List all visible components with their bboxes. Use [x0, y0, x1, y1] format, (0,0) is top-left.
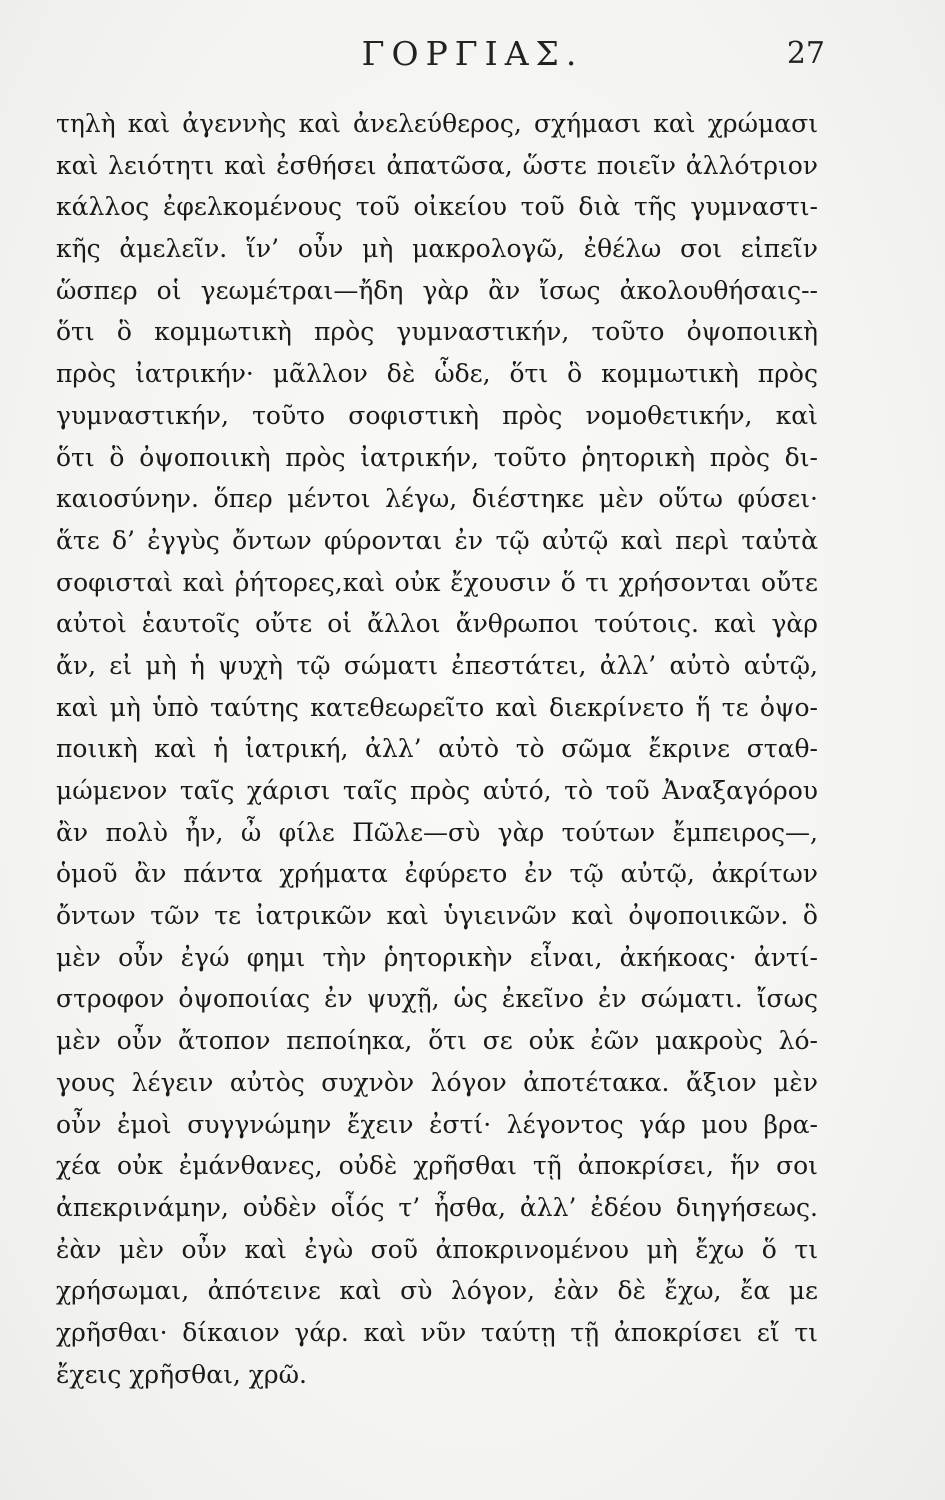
text-line: μὲν οὖν ἐγώ φημι τὴν ῥητορικὴν εἶναι, ἀκήκοας· ἀντί-	[56, 942, 818, 972]
text-line: στροφον ὀψοποιίας ἐν ψυχῇ, ὡς ἐκεῖνο ἐν σώματι. ἴσως	[56, 984, 818, 1014]
text-line: πρὸς ἰατρικήν· μᾶλλον δὲ ὧδε, ὅτι ὃ κομμωτικὴ πρὸς	[56, 359, 818, 389]
text-line: χρῆσθαι· δίκαιον γάρ. καὶ νῦν ταύτῃ τῇ ἀποκρίσει εἴ τι	[56, 1317, 818, 1347]
text-line: ἄν, εἰ μὴ ἡ ψυχὴ τῷ σώματι ἐπεστάτει, ἀλλ’ αὐτὸ αὑτῷ,	[56, 650, 818, 680]
text-line: ὅτι ὃ κομμωτικὴ πρὸς γυμναστικήν, τοῦτο ὀψοποιικὴ	[56, 317, 818, 347]
text-line: σοφισταὶ καὶ ῥήτορες,καὶ οὐκ ἔχουσιν ὅ τι χρήσονται οὔτε	[56, 567, 818, 597]
text-line: ὅτι ὃ ὀψοποιικὴ πρὸς ἰατρικήν, τοῦτο ῥητορικὴ πρὸς δι-	[56, 442, 818, 472]
text-line: μώμενον ταῖς χάρισι ταῖς πρὸς αὑτό, τὸ τοῦ Ἀναξαγόρου	[56, 776, 818, 805]
text-line: μὲν οὖν ἄτοπον πεποίηκα, ὅτι σε οὐκ ἐῶν μακροὺς λό-	[56, 1026, 818, 1056]
text-line: ποιικὴ καὶ ἡ ἰατρική, ἀλλ’ αὐτὸ τὸ σῶμα ἔκρινε σταθ-	[56, 734, 818, 764]
text-line: ἔχεις χρῆσθαι, χρῶ.	[56, 1359, 307, 1389]
text-line: γους λέγειν αὐτὸς συχνὸν λόγον ἀποτέτακα. ἄξιον μὲν	[56, 1067, 818, 1097]
text-line: ὥσπερ οἱ γεωμέτραι—ἤδη γὰρ ἂν ἴσως ἀκολουθήσαις--	[56, 275, 818, 305]
text-line: καιοσύνην. ὅπερ μέντοι λέγω, διέστηκε μὲν οὕτω φύσει·	[56, 484, 818, 514]
text-line: οὖν ἐμοὶ συγγνώμην ἔχειν ἐστί· λέγοντος γάρ μου βρα-	[56, 1109, 818, 1139]
body-text	[56, 103, 818, 1395]
text-line: ἂν πολὺ ἦν, ὦ φίλε Πῶλε—σὺ γὰρ τούτων ἔμπειρος—,	[56, 817, 818, 847]
running-title: ΓΟΡΓΙΑΣ.	[361, 34, 584, 73]
text-line: χέα οὐκ ἐμάνθανες, οὐδὲ χρῆσθαι τῇ ἀποκρίσει, ἥν σοι	[56, 1151, 818, 1181]
text-line: τηλὴ καὶ ἀγεννὴς καὶ ἀνελεύθερος, σχήμασι καὶ χρώμασι	[56, 109, 818, 138]
text-line: ἀπεκρινάμην, οὐδὲν οἷός τ’ ἦσθα, ἀλλ’ ἐδέου διηγήσεως.	[56, 1192, 818, 1222]
text-line: κῆς ἀμελεῖν. ἵν’ οὖν μὴ μακρολογῶ, ἐθέλω σοι εἰπεῖν	[56, 234, 818, 264]
page-number: 27	[786, 36, 825, 71]
text-line: ἐὰν μὲν οὖν καὶ ἐγὼ σοῦ ἀποκρινομένου μὴ ἔχω ὅ τι	[56, 1234, 818, 1264]
text-line: γυμναστικήν, τοῦτο σοφιστικὴ πρὸς νομοθετικήν, καὶ	[56, 400, 818, 430]
text-line: αὐτοὶ ἑαυτοῖς οὔτε οἱ ἄλλοι ἄνθρωποι τούτοις. καὶ γὰρ	[56, 609, 818, 639]
text-line: καὶ μὴ ὑπὸ ταύτης κατεθεωρεῖτο καὶ διεκρίνετο ἥ τε ὀψο-	[56, 692, 818, 722]
text-line: ὁμοῦ ἂν πάντα χρήματα ἐφύρετο ἐν τῷ αὐτῷ, ἀκρίτων	[56, 859, 818, 889]
text-line: ὄντων τῶν τε ἰατρικῶν καὶ ὑγιεινῶν καὶ ὀψοποιικῶν. ὃ	[56, 901, 818, 931]
text-line: χρήσωμαι, ἀπότεινε καὶ σὺ λόγον, ἐὰν δὲ ἔχω, ἔα με	[56, 1276, 818, 1306]
text-line: ἅτε δ’ ἐγγὺς ὄντων φύρονται ἐν τῷ αὐτῷ καὶ περὶ ταὐτὰ	[56, 525, 818, 555]
text-line: κάλλος ἐφελκομένους τοῦ οἰκείου τοῦ διὰ τῆς γυμναστι-	[56, 192, 818, 222]
running-head	[0, 34, 945, 74]
text-line: καὶ λειότητι καὶ ἐσθήσει ἀπατῶσα, ὥστε ποιεῖν ἀλλότριον	[56, 150, 818, 180]
